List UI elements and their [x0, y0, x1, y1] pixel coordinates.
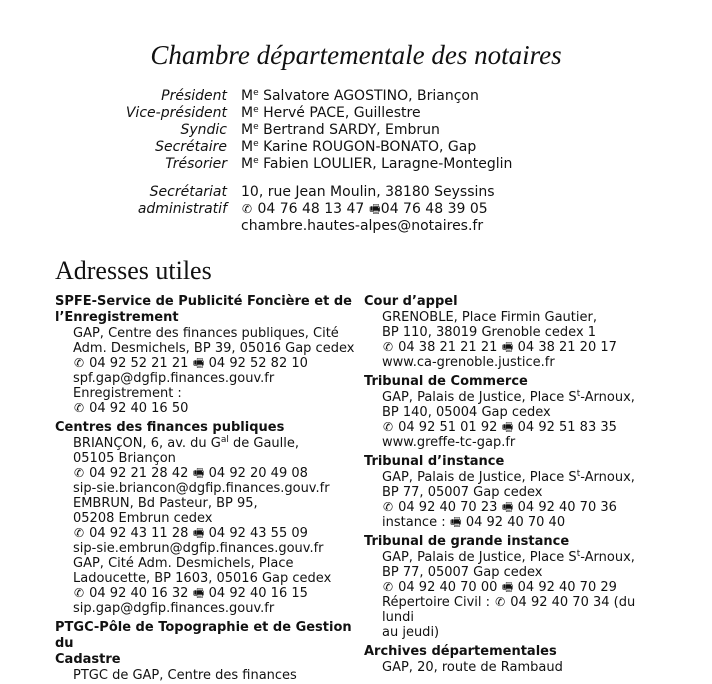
fax-icon: 🖷 — [192, 356, 205, 370]
secretariat-label: Secrétariat — [149, 184, 227, 200]
commerce-address: GAP, Palais de Justice, Place $S^t$-Arnoux, — [382, 389, 635, 405]
appel-contact: ✆ 04 38 21 21 21 🖷 04 38 21 20 17 — [382, 340, 617, 355]
secretariat-email[interactable]: chambre.hautes-alpes@notaires.fr — [241, 218, 484, 234]
phone-icon: ✆ — [73, 526, 85, 540]
commerce-address: BP 140, 05004 Gap cedex — [382, 405, 551, 420]
officers-list — [0, 88, 712, 173]
commerce-contact: ✆ 04 92 51 01 92 🖷 04 92 51 83 35 — [382, 420, 617, 435]
phone-icon: ✆ — [73, 356, 85, 370]
right-column — [364, 294, 664, 675]
cfp-address: EMBRUN, Bd Pasteur, BP 95, — [73, 496, 258, 511]
officer-role: Secrétaire — [155, 139, 227, 155]
instance-address: BP 77, 05007 Gap cedex — [382, 485, 543, 500]
chamber-title: Chambre départementale des notaires — [150, 40, 562, 70]
officer-name: Me Fabien LOULIER, Laragne-Monteglin — [241, 156, 513, 172]
commerce-website[interactable]: www.greffe-tc-gap.fr — [382, 435, 516, 450]
cfp-email[interactable]: sip.gap@dgfip.finances.gouv.fr — [73, 601, 275, 616]
officer-name: Me Hervé PACE, Guillestre — [241, 105, 421, 121]
phone-icon: ✆ — [241, 202, 253, 216]
secretariat-block — [0, 184, 712, 235]
phone-icon: ✆ — [495, 595, 506, 609]
section-heading: Adresses utiles — [55, 256, 212, 285]
fax-icon: 🖷 — [501, 500, 514, 514]
officer-row — [0, 105, 712, 122]
appel-address: GRENOBLE, Place Firmin Gautier, — [382, 310, 597, 325]
grande-instance-address: GAP, Palais de Justice, Place $S^t$-Arnoux, — [382, 549, 635, 565]
cfp-email[interactable]: sip-sie.briancon@dgfip.finances.gouv.fr — [73, 481, 330, 496]
ptgc-address: PTGC de GAP, Centre des finances — [73, 668, 297, 683]
phone-icon: ✆ — [73, 466, 85, 480]
archives-title: Archives départementales — [364, 644, 557, 659]
cfp-email[interactable]: sip-sie.embrun@dgfip.finances.gouv.fr — [73, 541, 324, 556]
fax-icon: 🖷 — [501, 580, 514, 594]
fax-icon: 🖷 — [369, 202, 381, 216]
fax-icon: 🖷 — [192, 466, 205, 480]
grande-instance-address: BP 77, 05007 Gap cedex — [382, 565, 543, 580]
officer-name: Me Karine ROUGON-BONATO, Gap — [241, 139, 477, 155]
officer-row — [0, 139, 712, 156]
grande-instance-repertoire: au jeudi) — [382, 625, 440, 640]
officer-role: Président — [161, 88, 227, 104]
spfe-phone: ✆ 04 92 40 16 50 — [73, 401, 189, 416]
appel-website[interactable]: www.ca-grenoble.justice.fr — [382, 355, 555, 370]
fax-icon: 🖷 — [501, 420, 514, 434]
officer-name: Me Salvatore AGOSTINO, Briançon — [241, 88, 479, 104]
cfp-address: BRIANÇON, 6, av. du $G^{al}$ de Gaulle, — [73, 435, 300, 451]
archives-address: GAP, 20, route de Rambaud — [382, 660, 563, 675]
appel-title: Cour d’appel — [364, 294, 458, 309]
grande-instance-contact: ✆ 04 92 40 70 00 🖷 04 92 40 70 29 — [382, 580, 617, 595]
ptgc-title: PTGC-Pôle de Topographie et de Gestion du — [55, 620, 352, 651]
fax-icon: 🖷 — [192, 586, 205, 600]
phone-icon: ✆ — [73, 586, 85, 600]
officer-role: Vice-président — [125, 105, 227, 121]
instance-contact: ✆ 04 92 40 70 23 🖷 04 92 40 70 36 — [382, 500, 617, 515]
phone-icon: ✆ — [382, 340, 394, 354]
spfe-address: GAP, Centre des finances publiques, Cité — [73, 326, 339, 341]
cfp-title: Centres des finances publiques — [55, 420, 285, 435]
officer-row — [0, 88, 712, 105]
cfp-contact: ✆ 04 92 40 16 32 🖷 04 92 40 16 15 — [73, 586, 308, 601]
phone-icon: ✆ — [382, 580, 394, 594]
officer-role: Trésorier — [165, 156, 227, 172]
phone-icon: ✆ — [382, 500, 394, 514]
spfe-title: l’Enregistrement — [55, 310, 179, 325]
secretariat-phone: 04 76 48 13 47 — [253, 201, 369, 217]
cfp-address: GAP, Cité Adm. Desmichels, Place — [73, 556, 294, 571]
secretariat-label: administratif — [137, 201, 227, 217]
officer-name: Me Bertrand SARDY, Embrun — [241, 122, 440, 138]
secretariat-address: 10, rue Jean Moulin, 38180 Seyssins — [241, 184, 495, 200]
cfp-address: 05208 Embrun cedex — [73, 511, 213, 526]
fax-icon: 🖷 — [501, 340, 514, 354]
fax-icon: 🖷 — [192, 526, 205, 540]
spfe-title: SPFE-Service de Publicité Foncière et de — [55, 294, 352, 309]
officer-role: Syndic — [180, 122, 227, 138]
phone-icon: ✆ — [382, 420, 394, 434]
cfp-contact: ✆ 04 92 43 11 28 🖷 04 92 43 55 09 — [73, 526, 308, 541]
cfp-address: Ladoucette, BP 1603, 05016 Gap cedex — [73, 571, 332, 586]
cfp-address: 05105 Briançon — [73, 451, 176, 466]
grande-instance-repertoire: Répertoire Civil : ✆ 04 92 40 70 34 (du lundi — [382, 595, 636, 625]
spfe-address: Adm. Desmichels, BP 39, 05016 Gap cedex — [73, 341, 355, 356]
officer-row — [0, 122, 712, 139]
instance-address: GAP, Palais de Justice, Place $S^t$-Arnoux, — [382, 469, 635, 485]
left-column — [55, 294, 355, 683]
appel-address: BP 110, 38019 Grenoble cedex 1 — [382, 325, 597, 340]
phone-icon: ✆ — [73, 401, 85, 415]
fax-icon: 🖷 — [450, 515, 462, 529]
spfe-contact: ✆ 04 92 52 21 21 🖷 04 92 52 82 10 — [73, 356, 308, 371]
ptgc-title: Cadastre — [55, 652, 121, 667]
instance-fax: instance : 🖷 04 92 40 70 40 — [382, 515, 566, 530]
secretariat-fax: 04 76 48 39 05 — [380, 201, 488, 217]
instance-title: Tribunal d’instance — [364, 454, 505, 469]
spfe-email[interactable]: spf.gap@dgfip.finances.gouv.fr — [73, 371, 275, 386]
officer-row — [0, 156, 712, 173]
grande-instance-title: Tribunal de grande instance — [364, 534, 570, 549]
spfe-label: Enregistrement : — [73, 386, 182, 401]
cfp-contact: ✆ 04 92 21 28 42 🖷 04 92 20 49 08 — [73, 466, 308, 481]
commerce-title: Tribunal de Commerce — [364, 374, 528, 389]
